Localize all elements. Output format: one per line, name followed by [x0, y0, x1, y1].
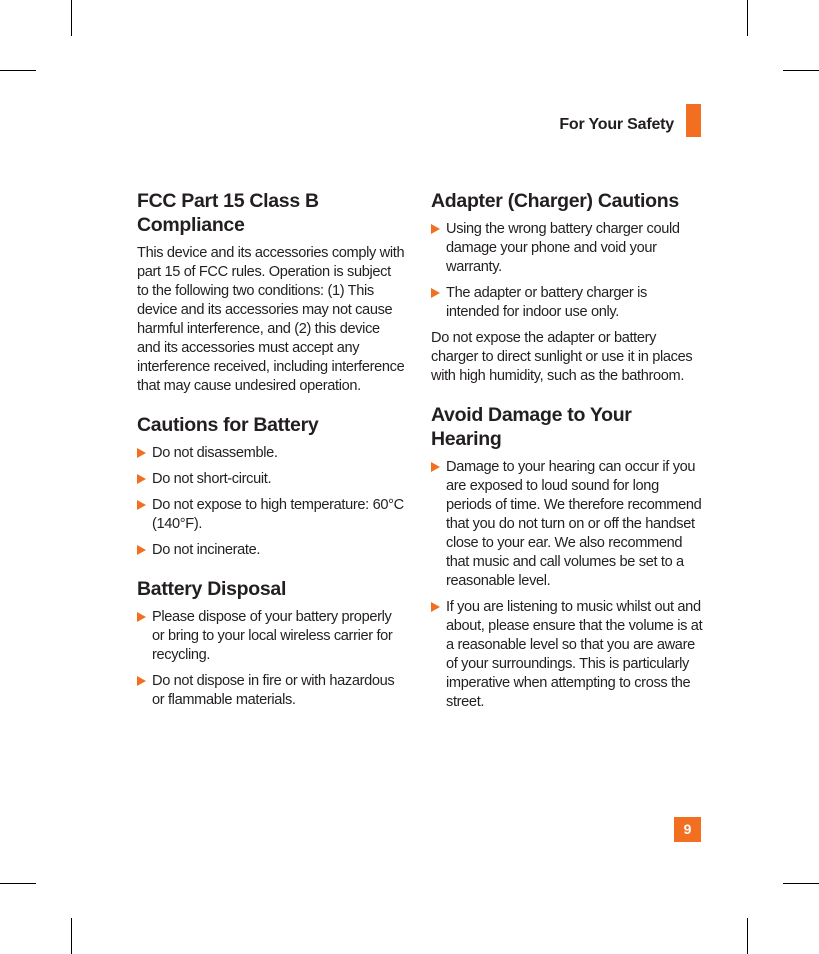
bullet-arrow-icon: [431, 602, 440, 612]
hearing-heading: Avoid Damage to Your Hearing: [431, 404, 632, 450]
adapter-body: Do not expose the adapter or battery charger to direct sunlight or use it in places with high humidity, such as the bathroom.: [431, 330, 693, 384]
list-item: Do not expose to high temperature: 60°C (140°F).: [137, 496, 405, 534]
list-item: Do not short-circuit.: [137, 470, 405, 489]
list-item: If you are listening to music whilst out and about, please ensure that the volume is at a reasonable level so that you are aware of your surroundings. This is particularly imperative when attempting to cross the street.: [431, 598, 703, 712]
left-column: [137, 189, 405, 727]
page-number: 9: [674, 817, 701, 842]
list-item: Do not incinerate.: [137, 541, 405, 560]
bullet-arrow-icon: [137, 474, 146, 484]
list-item: Do not disassemble.: [137, 444, 405, 463]
crop-mark: [0, 70, 36, 71]
adapter-section: [431, 189, 703, 386]
list-item: Please dispose of your battery properly or bring to your local wireless carrier for recycling.: [137, 608, 405, 665]
crop-mark: [71, 918, 72, 954]
bullet-arrow-icon: [137, 500, 146, 510]
bullet-arrow-icon: [431, 462, 440, 472]
list-item: Using the wrong battery charger could damage your phone and void your warranty.: [431, 220, 703, 277]
hearing-section: [431, 403, 703, 712]
list-item: The adapter or battery charger is intended for indoor use only.: [431, 284, 703, 322]
bullet-arrow-icon: [137, 448, 146, 458]
battery-cautions-section: [137, 413, 405, 560]
battery-disposal-list: [137, 608, 405, 710]
crop-mark: [747, 918, 748, 954]
bullet-arrow-icon: [431, 288, 440, 298]
bullet-arrow-icon: [431, 224, 440, 234]
battery-disposal-heading: Battery Disposal: [137, 578, 287, 600]
adapter-heading: Adapter (Charger) Cautions: [431, 190, 679, 212]
fcc-section: [137, 189, 405, 396]
list-item: Do not dispose in fire or with hazardous or flammable materials.: [137, 672, 405, 710]
crop-mark: [747, 0, 748, 36]
bullet-arrow-icon: [137, 612, 146, 622]
bullet-arrow-icon: [137, 545, 146, 555]
fcc-body: This device and its accessories comply with part 15 of FCC rules. Operation is subject to the following two conditions: (1) This device and its accessories may not cause harmful interference, and (2) this device and its accessories must accept any interference received, including interference that may cause undesired operation.: [137, 245, 405, 394]
hearing-list: [431, 458, 703, 712]
list-item: Damage to your hearing can occur if you are exposed to loud sound for long periods of time. We therefore recommend that you do not turn on or off the handset close to your ear. We also recommend that music and call volumes be set to a reasonable level.: [431, 458, 703, 591]
battery-cautions-list: [137, 444, 405, 560]
battery-disposal-section: [137, 577, 405, 710]
crop-mark: [71, 0, 72, 36]
running-header: For Your Safety: [559, 116, 674, 133]
header-tab-marker: [686, 104, 701, 137]
crop-mark: [0, 883, 36, 884]
right-column: [431, 189, 703, 729]
bullet-arrow-icon: [137, 676, 146, 686]
fcc-heading: FCC Part 15 Class B Compliance: [137, 190, 319, 236]
crop-mark: [783, 883, 819, 884]
crop-mark: [783, 70, 819, 71]
battery-cautions-heading: Cautions for Battery: [137, 414, 319, 436]
adapter-list: [431, 220, 703, 322]
